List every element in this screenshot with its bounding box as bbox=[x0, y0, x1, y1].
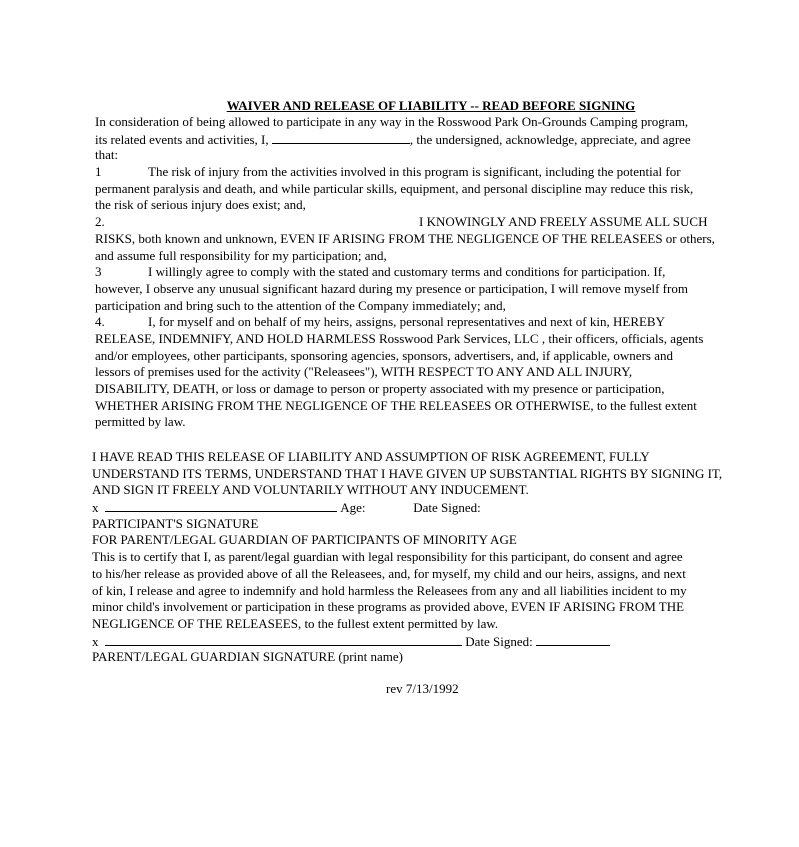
intro-line-2-start: its related events and activities, I, bbox=[95, 131, 269, 147]
clause-4-line-4: lessors of premises used for the activity ("Releasees"), WITH RESPECT TO ANY AND ALL INJURY, bbox=[95, 364, 633, 380]
guardian-signature-row bbox=[92, 633, 782, 650]
clause-4-line-1 bbox=[95, 314, 775, 331]
intro-line-1: In consideration of being allowed to participate in any way in the Rosswood Park On-Grounds Camping program, bbox=[95, 114, 689, 129]
participant-signature-row bbox=[92, 499, 782, 516]
guardian-heading: FOR PARENT/LEGAL GUARDIAN OF PARTICIPANTS OF MINORITY AGE bbox=[92, 532, 517, 548]
participant-name-blank[interactable] bbox=[272, 131, 410, 144]
clause-1-number: 1 bbox=[95, 164, 102, 180]
clause-2-line-2: RISKS, both known and unknown, EVEN IF ARISING FROM THE NEGLIGENCE OF THE RELEASEES or others, bbox=[95, 230, 715, 246]
clause-1-text-1: The risk of injury from the activities involved in this program is significant, including the potential for bbox=[148, 164, 681, 180]
clause-1-line-3: the risk of serious injury does exist; and, bbox=[95, 197, 306, 213]
guardian-x-mark: x bbox=[92, 633, 99, 649]
clause-1-line-1 bbox=[95, 164, 775, 181]
certification-line-1: I HAVE READ THIS RELEASE OF LIABILITY AND ASSUMPTION OF RISK AGREEMENT, FULLY bbox=[92, 449, 650, 464]
clause-2-line-1 bbox=[95, 214, 775, 231]
clause-4-line-5: DISABILITY, DEATH, or loss or damage to person or property associated with my presence or participation, bbox=[95, 381, 665, 396]
revision-date: rev 7/13/1992 bbox=[386, 681, 459, 696]
clause-3-line-2: however, I observe any unusual significant hazard during my presence or participation, I will remove myself from bbox=[95, 280, 688, 296]
guardian-date-label: Date Signed: bbox=[465, 633, 533, 649]
clause-4-line-7: permitted by law. bbox=[95, 414, 186, 430]
guardian-paragraph-line-5: NEGLIGENCE OF THE RELEASEES, to the fullest extent permitted by law. bbox=[92, 615, 499, 631]
intro-line-2 bbox=[95, 131, 775, 148]
document-title: WAIVER AND RELEASE OF LIABILITY -- READ BEFORE SIGNING bbox=[226, 98, 636, 113]
guardian-paragraph-line-1: This is to certify that I, as parent/legal guardian with legal responsibility for this participant, do consent and agree bbox=[92, 549, 683, 565]
guardian-signature-label: PARENT/LEGAL GUARDIAN SIGNATURE (print name) bbox=[92, 649, 404, 665]
certification-section bbox=[92, 449, 782, 666]
participant-age-label: Age: bbox=[340, 500, 366, 516]
clause-1-line-2: permanent paralysis and death, and while particular skills, equipment, and personal discipline may reduce this risk, bbox=[95, 180, 694, 196]
clause-2-text-1: I KNOWINGLY AND FREELY ASSUME ALL SUCH bbox=[419, 214, 708, 230]
clause-2-line-3: and assume full responsibility for my participation; and, bbox=[95, 247, 387, 263]
guardian-date-blank[interactable] bbox=[536, 633, 610, 646]
participant-signature-blank[interactable] bbox=[105, 499, 337, 512]
certification-line-2: UNDERSTAND ITS TERMS, UNDERSTAND THAT I HAVE GIVEN UP SUBSTANTIAL RIGHTS BY SIGNING IT, bbox=[92, 465, 723, 481]
intro-line-3: that: bbox=[95, 147, 119, 163]
participant-date-label: Date Signed: bbox=[413, 500, 481, 516]
participant-signature-label: PARTICIPANT'S SIGNATURE bbox=[92, 515, 259, 531]
clause-3-number: 3 bbox=[95, 264, 102, 280]
guardian-paragraph-line-4: minor child's involvement or participation in these programs as provided above, EVEN IF ARISING FROM THE bbox=[92, 599, 685, 615]
participant-x-mark: x bbox=[92, 500, 99, 516]
clause-4-text-1: I, for myself and on behalf of my heirs, assigns, personal representatives and next of kin, HEREBY bbox=[148, 314, 665, 330]
clause-3-line-1 bbox=[95, 264, 775, 281]
guardian-paragraph-line-3: of kin, I release and agree to indemnify and hold harmless the Releasees from any and all liabilities incident to my bbox=[92, 582, 687, 598]
intro-section bbox=[95, 114, 775, 431]
clause-4-number: 4. bbox=[95, 314, 105, 330]
clause-2-number: 2. bbox=[95, 214, 105, 230]
clause-4-line-6: WHETHER ARISING FROM THE NEGLIGENCE OF THE RELEASEES OR OTHERWISE, to the fullest extent bbox=[95, 397, 697, 413]
clause-4-line-3: and/or employees, other participants, sponsoring agencies, sponsors, advertisers, and, if applicable, owners and bbox=[95, 347, 673, 363]
certification-line-3: AND SIGN IT FREELY AND VOLUNTARILY WITHOUT ANY INDUCEMENT. bbox=[92, 482, 529, 498]
guardian-paragraph-line-2: to his/her release as provided above of all the Releasees, and, for myself, my child and our heirs, assigns, and next bbox=[92, 565, 686, 581]
clause-3-line-3: participation and bring such to the attention of the Company immediately; and, bbox=[95, 297, 506, 313]
clause-4-line-2: RELEASE, INDEMNIFY, AND HOLD HARMLESS Rosswood Park Services, LLC , their officers, officials, agents bbox=[95, 330, 704, 346]
intro-line-2-end: , the undersigned, acknowledge, appreciate, and agree bbox=[409, 131, 691, 147]
clause-3-text-1: I willingly agree to comply with the stated and customary terms and conditions for participation. If, bbox=[148, 264, 666, 280]
guardian-signature-blank[interactable] bbox=[105, 633, 462, 646]
